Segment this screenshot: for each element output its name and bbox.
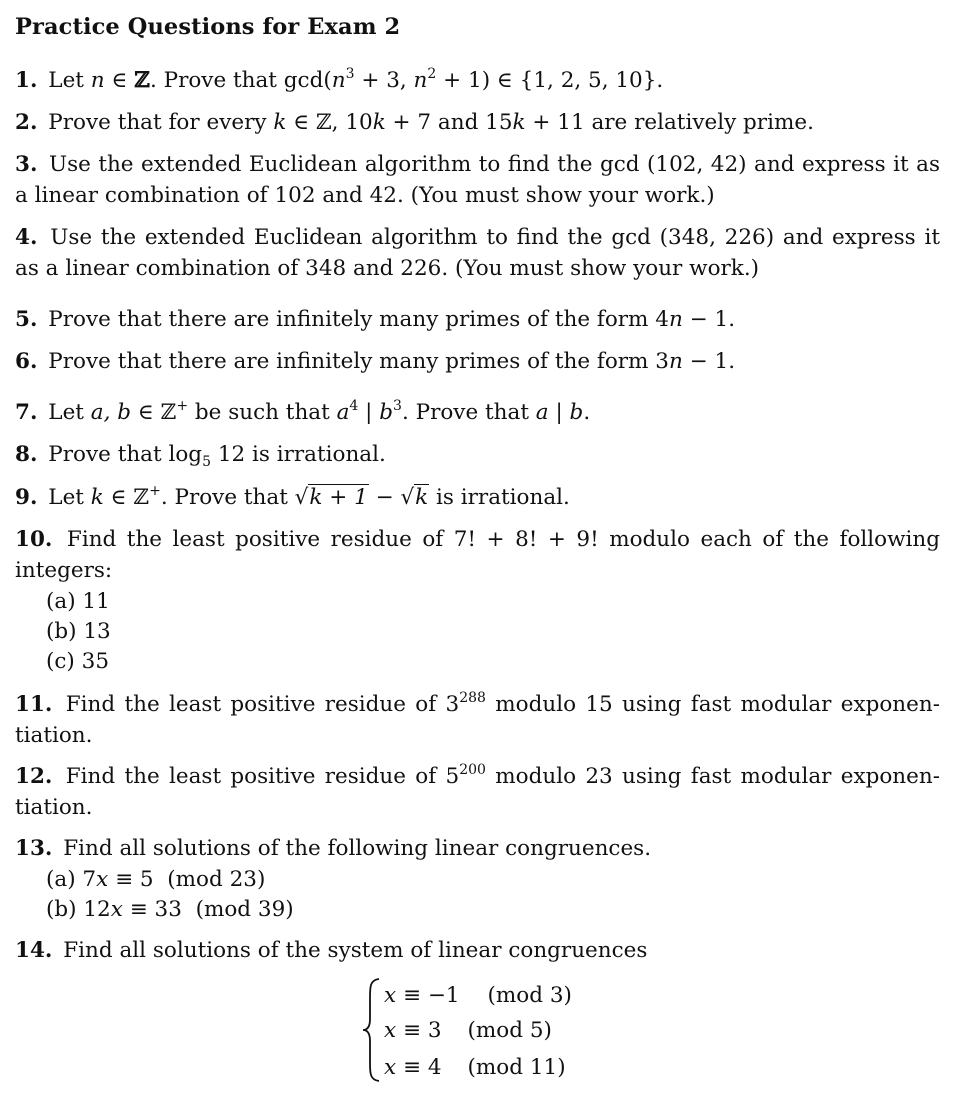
question-10-part-a: (a) 11 <box>46 589 110 614</box>
congruence-row-1: x ≡ −1 (mod 3) <box>384 983 572 1008</box>
question-9: 9. Let k ∈ ℤ+. Prove that √k + 1 − √k is irrational. <box>15 483 570 510</box>
question-5: 5. Prove that there are infinitely many primes of the form 4n − 1. <box>15 307 736 332</box>
question-6: 6. Prove that there are infinitely many primes of the form 3n − 1. <box>15 349 736 374</box>
question-7: 7. Let a, b ∈ ℤ+ be such that $a^4$ | $b^3$. Prove that a | b. <box>15 398 591 425</box>
congruence-system <box>360 975 620 1085</box>
question-2: 2. Prove that for every k ∈ ℤ, 10k + 7 and 15k + 11 are relatively prime. <box>15 110 814 135</box>
congruence-row-2: x ≡ 3 (mod 5) <box>384 1018 552 1043</box>
question-3: 3. Use the extended Euclidean algorithm to find the gcd (102, 42) and express it as a linear combination of 102 and 42. (You must show your work.) <box>15 152 940 208</box>
question-13-part-a: (a) 7x ≡ 5 (mod 23) <box>46 867 266 892</box>
question-11: 11. Find the least positive residue of $3^{288}$ modulo 15 using fast modular exponen-tiation. <box>15 690 940 748</box>
question-13: 13. Find all solutions of the following linear congruences. <box>15 836 652 861</box>
question-1: 1. Let n ∈ ℤ. Prove that $\gcd(n^3 + 3$, $n^2 + 1$) ∈ {1, 2, 5, 10}. <box>15 66 664 93</box>
page-title: Practice Questions for Exam 2 <box>15 14 401 40</box>
question-10-part-c: (c) 35 <box>46 649 110 674</box>
question-10: 10. Find the least positive residue of 7! + 8! + 9! modulo each of the following integers: <box>15 527 940 583</box>
question-10-part-b: (b) 13 <box>46 619 111 644</box>
question-12: 12. Find the least positive residue of $5^{200}$ modulo 23 using fast modular exponen-tiation. <box>15 762 940 820</box>
question-4: 4. Use the extended Euclidean algorithm to find the gcd (348, 226) and express it as a linear combination of 348 and 226. (You must show your work.) <box>15 225 940 281</box>
left-brace <box>360 975 382 1085</box>
question-8: 8. Prove that $\log_5 12$ is irrational. <box>15 442 386 470</box>
congruence-row-3: x ≡ 4 (mod 11) <box>384 1055 566 1080</box>
question-14: 14. Find all solutions of the system of linear congruences <box>15 938 648 963</box>
question-13-part-b: (b) 12x ≡ 33 (mod 39) <box>46 897 294 922</box>
